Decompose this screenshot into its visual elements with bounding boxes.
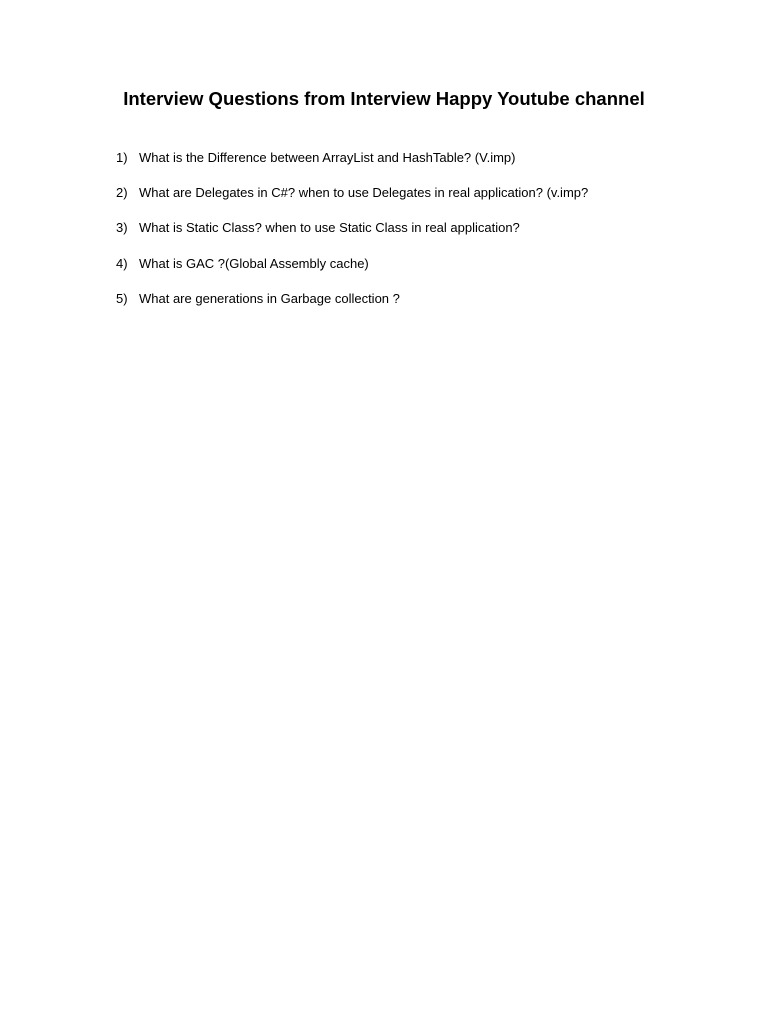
question-number: 5) <box>116 290 128 306</box>
question-text: What are Delegates in C#? when to use Delegates in real application? (v.imp? <box>139 185 589 201</box>
question-text: What are generations in Garbage collection ? <box>139 290 400 306</box>
page-title: Interview Questions from Interview Happy Youtube channel <box>123 88 645 109</box>
question-text: What is the Difference between ArrayList and HashTable? (V.imp) <box>139 150 516 165</box>
question-number: 1) <box>116 150 128 165</box>
question-text: What is Static Class? when to use Static Class in real application? <box>139 220 520 236</box>
question-number: 3) <box>116 220 128 236</box>
question-number: 2) <box>116 185 128 201</box>
question-number: 4) <box>116 255 128 271</box>
question-text: What is GAC ?(Global Assembly cache) <box>139 255 369 271</box>
